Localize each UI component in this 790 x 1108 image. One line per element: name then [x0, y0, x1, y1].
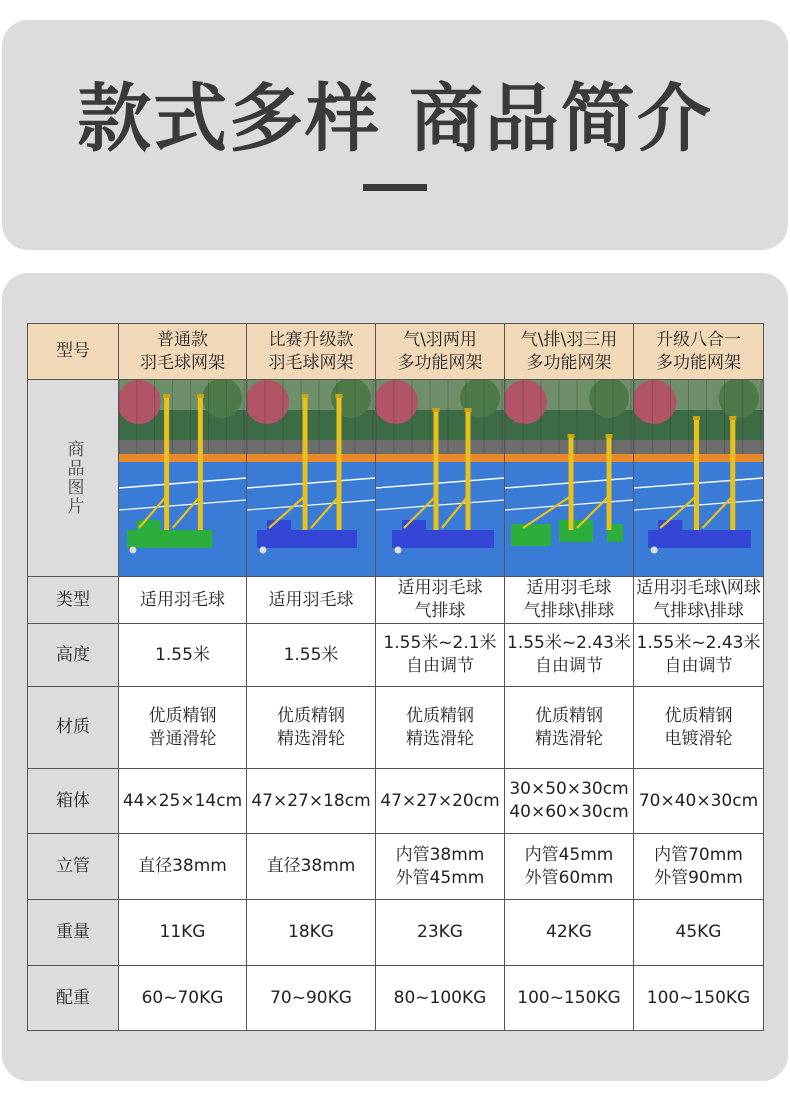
- image-row-label: [28, 380, 119, 577]
- cell-line: 适用羽毛球\网球: [636, 578, 761, 598]
- spec-cell: [634, 687, 764, 769]
- cell-line: 1.55米~2.43米: [636, 633, 761, 653]
- cell-line: 气排球\排球: [653, 601, 744, 621]
- cell-line: 1.55米~2.1米: [383, 633, 497, 653]
- spec-cell: [505, 966, 634, 1031]
- cell-line: 自由调节: [406, 656, 474, 676]
- cell-line: 内管38mm: [395, 844, 485, 865]
- spec-cell: [119, 769, 247, 834]
- multi-net-stand-icon: [634, 380, 763, 576]
- cell-line: 优质精钢: [664, 705, 733, 726]
- cell-line: 47×27×18cm: [251, 790, 371, 811]
- cell-line: 优质精钢: [277, 705, 345, 726]
- spec-cell: [505, 834, 634, 900]
- cell-line: 直径38mm: [266, 856, 356, 876]
- spec-cell: [247, 577, 376, 624]
- badminton-net-stand-icon: [119, 380, 246, 576]
- cell-line: 23KG: [417, 922, 463, 942]
- cell-line: 优质精钢: [148, 705, 217, 726]
- spec-cell: [505, 687, 634, 769]
- product-name-line1: 普通款: [157, 329, 208, 350]
- model-header-label: 型号: [28, 324, 119, 380]
- cell-line: 1.55米~2.43米: [507, 633, 631, 653]
- cell-line: 自由调节: [535, 656, 603, 676]
- cell-line: 内管70mm: [654, 844, 743, 865]
- spec-cell: [247, 687, 376, 769]
- spec-cell: [634, 966, 764, 1031]
- product-name-line1: 气\排\羽三用: [520, 329, 618, 350]
- product-name-line2: 羽毛球网架: [140, 352, 225, 373]
- cell-line: 直径38mm: [138, 856, 227, 876]
- multi-net-stand-icon: [505, 380, 633, 576]
- product-name-line2: 多功能网架: [656, 352, 741, 373]
- product-name-header: [247, 324, 376, 380]
- comparison-table: [27, 323, 764, 1031]
- cell-line: 70×40×30cm: [638, 790, 759, 811]
- spec-row-label: 材质: [28, 687, 119, 769]
- spec-cell: [119, 687, 247, 769]
- cell-line: 外管90mm: [654, 867, 743, 888]
- cell-line: 18KG: [288, 922, 334, 942]
- product-name-line2: 多功能网架: [526, 352, 612, 373]
- image-row-label-text: 商品图片: [63, 440, 84, 516]
- spec-row-label: 高度: [28, 624, 119, 687]
- spec-cell: [119, 577, 247, 624]
- spec-row-label: 箱体: [28, 769, 119, 834]
- spec-cell: [247, 900, 376, 966]
- cell-line: 80~100KG: [393, 987, 487, 1008]
- spec-cell: [634, 577, 764, 624]
- cell-line: 电镀滑轮: [664, 728, 733, 749]
- product-name-line2: 羽毛球网架: [268, 352, 354, 373]
- spec-cell: [376, 769, 505, 834]
- spec-row-label: 立管: [28, 834, 119, 900]
- cell-line: 普通滑轮: [148, 728, 217, 749]
- cell-line: 1.55米: [283, 644, 339, 665]
- spec-cell: [505, 624, 634, 687]
- spec-cell: [119, 966, 247, 1031]
- spec-row-label: 配重: [28, 966, 119, 1031]
- badminton-net-stand-icon: [247, 380, 375, 576]
- product-name-line1: 气\羽两用: [403, 329, 477, 350]
- product-name-line2: 多功能网架: [397, 352, 483, 373]
- spec-cell: [634, 900, 764, 966]
- cell-line: 100~150KG: [517, 987, 621, 1008]
- page-title: 款式多样 商品简介: [77, 76, 713, 162]
- product-image: [376, 380, 505, 577]
- cell-line: 优质精钢: [406, 705, 474, 726]
- product-image: [634, 380, 764, 577]
- cell-line: 适用羽毛球: [268, 589, 354, 610]
- spec-cell: [376, 966, 505, 1031]
- cell-line: 70~90KG: [270, 987, 352, 1008]
- cell-line: 气排球: [414, 601, 466, 621]
- cell-line: 30×50×30cm: [509, 779, 629, 799]
- cell-line: 适用羽毛球: [397, 578, 483, 598]
- spec-cell: [634, 624, 764, 687]
- spec-cell: [505, 577, 634, 624]
- product-name-header: [119, 324, 247, 380]
- cell-line: 适用羽毛球: [140, 589, 225, 610]
- spec-cell: [505, 769, 634, 834]
- cell-line: 44×25×14cm: [122, 790, 243, 811]
- title-underline: [363, 184, 427, 191]
- spec-cell: [247, 769, 376, 834]
- product-name-header: [505, 324, 634, 380]
- cell-line: 60~70KG: [141, 987, 224, 1008]
- spec-cell: [247, 966, 376, 1031]
- spec-cell: [119, 834, 247, 900]
- cell-line: 适用羽毛球: [526, 578, 612, 598]
- cell-line: 45KG: [675, 922, 722, 942]
- product-name-line1: 升级八合一: [656, 329, 741, 350]
- spec-cell: [505, 900, 634, 966]
- product-name-header: [634, 324, 764, 380]
- cell-line: 精选滑轮: [535, 728, 603, 749]
- spec-cell: [376, 577, 505, 624]
- spec-row-label: 类型: [28, 577, 119, 624]
- cell-line: 47×27×20cm: [380, 790, 500, 811]
- product-name-line1: 比赛升级款: [268, 329, 354, 350]
- product-name-header: [376, 324, 505, 380]
- cell-line: 100~150KG: [646, 987, 751, 1008]
- spec-cell: [119, 900, 247, 966]
- cell-line: 外管60mm: [524, 867, 614, 888]
- cell-line: 11KG: [159, 922, 206, 942]
- spec-cell: [247, 834, 376, 900]
- spec-cell: [634, 769, 764, 834]
- product-image: [247, 380, 376, 577]
- cell-line: 精选滑轮: [406, 728, 474, 749]
- spec-row-label: 重量: [28, 900, 119, 966]
- spec-cell: [376, 834, 505, 900]
- product-image: [119, 380, 247, 577]
- cell-line: 优质精钢: [535, 705, 603, 726]
- cell-line: 40×60×30cm: [509, 802, 629, 822]
- spec-cell: [634, 834, 764, 900]
- product-image: [505, 380, 634, 577]
- cell-line: 1.55米: [155, 644, 210, 665]
- multi-net-stand-icon: [376, 380, 504, 576]
- spec-cell: [119, 624, 247, 687]
- cell-line: 精选滑轮: [277, 728, 345, 749]
- cell-line: 42KG: [546, 922, 592, 942]
- cell-line: 气排球\排球: [523, 601, 615, 621]
- cell-line: 内管45mm: [524, 844, 614, 865]
- spec-cell: [376, 687, 505, 769]
- spec-cell: [247, 624, 376, 687]
- cell-line: 外管45mm: [395, 867, 485, 888]
- cell-line: 自由调节: [664, 656, 733, 676]
- spec-cell: [376, 900, 505, 966]
- spec-cell: [376, 624, 505, 687]
